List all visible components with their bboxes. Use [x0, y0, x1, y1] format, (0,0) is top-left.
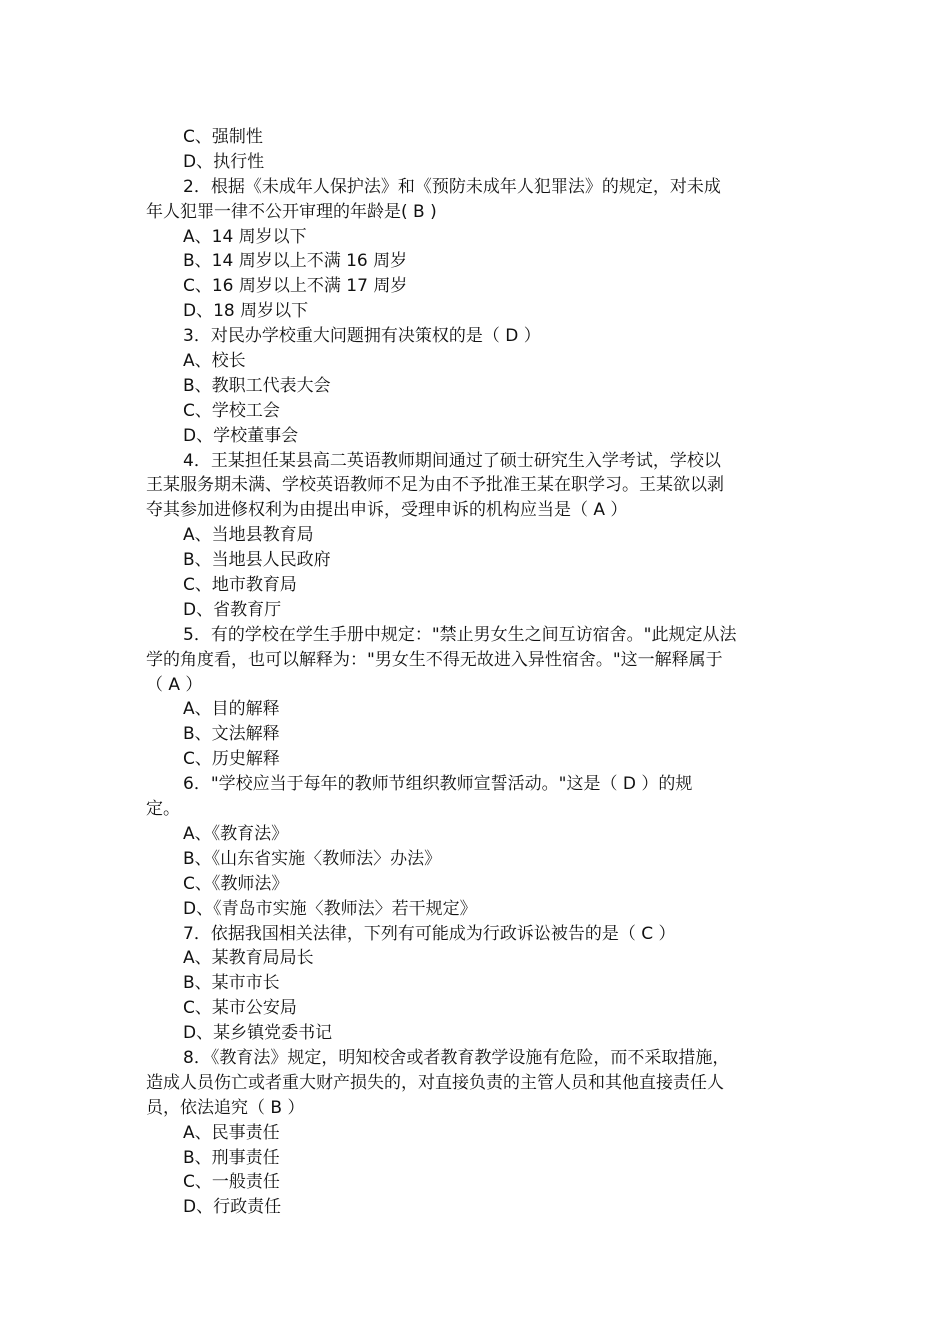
- text-line: C、16 周岁以上不满 17 周岁: [183, 276, 408, 297]
- text-line: A、《教育法》: [183, 823, 289, 844]
- text-line: B、当地县人民政府: [183, 550, 331, 571]
- text-line: D、《青岛市实施〈教师法〉若干规定》: [183, 898, 477, 919]
- text-line: 3．对民办学校重大问题拥有决策权的是（ D ）: [183, 326, 541, 347]
- text-line: 8．《教育法》规定，明知校舍或者教育教学设施有危险，而不采取措施，: [183, 1047, 730, 1068]
- text-line: B、文法解释: [183, 724, 280, 745]
- text-line: 夺其参加进修权利为由提出申诉，受理申诉的机构应当是（ A ）: [146, 500, 628, 521]
- text-line: D、学校董事会: [183, 425, 299, 446]
- text-line: 定。: [146, 799, 180, 820]
- text-line: D、某乡镇党委书记: [183, 1023, 333, 1044]
- text-line: 7．依据我国相关法律，下列有可能成为行政诉讼被告的是（ C ）: [183, 923, 676, 944]
- text-line: C、一般责任: [183, 1172, 280, 1193]
- text-line: C、历史解释: [183, 749, 280, 770]
- text-line: C、强制性: [183, 127, 263, 147]
- text-line: 王某服务期未满、学校英语教师不足为由不予批准王某在职学习。王某欲以剥: [146, 475, 724, 496]
- text-line: A、当地县教育局: [183, 525, 314, 546]
- text-line: D、18 周岁以下: [183, 301, 309, 322]
- text-line: C、某市公安局: [183, 998, 297, 1019]
- text-line: D、执行性: [183, 151, 265, 172]
- text-line: A、14 周岁以下: [183, 226, 307, 247]
- text-line: A、某教育局局长: [183, 948, 314, 969]
- text-line: B、刑事责任: [183, 1147, 280, 1168]
- text-line: C、《教师法》: [183, 873, 289, 894]
- text-line: 2．根据《未成年人保护法》和《预防未成年人犯罪法》的规定，对未成: [183, 176, 721, 197]
- text-line: D、行政责任: [183, 1197, 282, 1218]
- text-line: B、14 周岁以上不满 16 周岁: [183, 251, 408, 272]
- document-body: [146, 125, 810, 1220]
- text-line: 4．王某担任某县高二英语教师期间通过了硕士研究生入学考试，学校以: [183, 450, 721, 471]
- text-line: 员，依法追究（ B ）: [146, 1097, 305, 1118]
- text-line: C、学校工会: [183, 400, 280, 421]
- text-line: 6．"学校应当于每年的教师节组织教师宣誓活动。"这是（ D ）的规: [183, 774, 693, 795]
- text-line: 学的角度看，也可以解释为："男女生不得无故进入异性宿舍。"这一解释属于: [146, 649, 723, 670]
- text-line: D、省教育厅: [183, 599, 282, 620]
- text-line: 造成人员伤亡或者重大财产损失的，对直接负责的主管人员和其他直接责任人: [146, 1072, 724, 1093]
- text-line: A、校长: [183, 351, 246, 372]
- text-line: 5．有的学校在学生手册中规定："禁止男女生之间互访宿舍。"此规定从法: [183, 624, 737, 645]
- text-line: （ A ）: [146, 674, 203, 695]
- text-line: A、民事责任: [183, 1122, 280, 1143]
- text-line: B、教职工代表大会: [183, 375, 331, 396]
- text-line: B、某市市长: [183, 973, 280, 994]
- text-line: C、地市教育局: [183, 575, 297, 596]
- text-line: A、目的解释: [183, 699, 280, 720]
- text-line: B、《山东省实施〈教师法〉办法》: [183, 848, 442, 869]
- text-line: 年人犯罪一律不公开审理的年龄是( B ): [146, 201, 437, 222]
